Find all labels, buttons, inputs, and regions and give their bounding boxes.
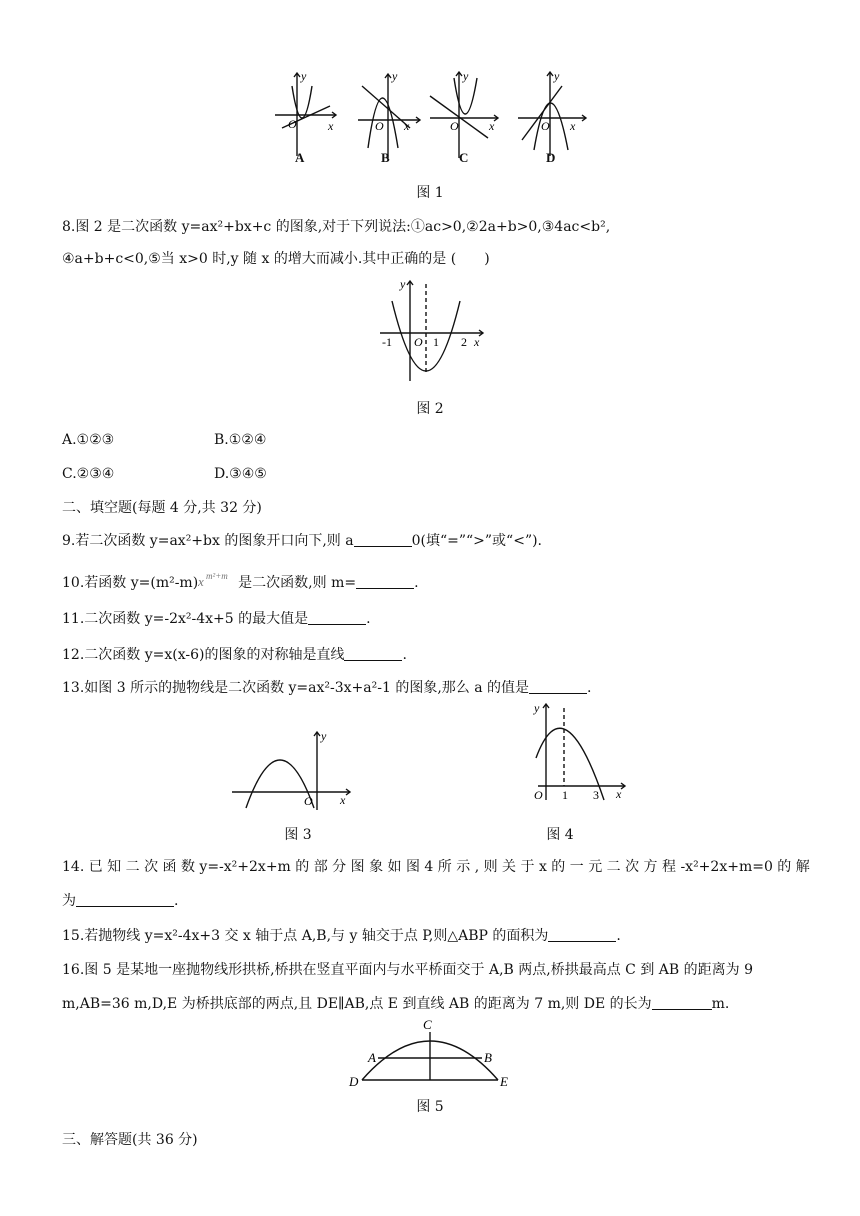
q9: [62, 531, 542, 551]
svg-text:x: x: [570, 119, 576, 133]
svg-text:x: x: [198, 574, 204, 589]
q9-text: 9.若二次函数 y=ax²+bx 的图象开口向下,则 a: [62, 533, 354, 549]
q16-end: m.: [711, 996, 730, 1012]
q11-end: .: [366, 611, 371, 627]
svg-text:C: C: [423, 1017, 432, 1032]
q11-text: 11.二次函数 y=-2x²-4x+5 的最大值是: [62, 611, 309, 627]
q9-text-end: 0(填“=”“>”或“<”).: [411, 533, 543, 549]
figure-5-caption: 图 5: [416, 1099, 444, 1115]
q16-line-2: [62, 994, 729, 1014]
q13-answer-blank[interactable]: [529, 679, 587, 694]
q8-option-b: B.①②④: [214, 432, 267, 448]
svg-text:x: x: [328, 119, 334, 133]
panel-d-graph: [518, 72, 586, 156]
svg-text:y: y: [554, 69, 560, 83]
svg-text:O: O: [304, 794, 313, 808]
svg-text:2: 2: [461, 335, 467, 349]
q8-option-a: A.①②③: [62, 432, 115, 448]
q10-end: .: [414, 575, 419, 591]
q8-option-d: D.③④⑤: [214, 466, 267, 482]
q16-line-1: 16.图 5 是某地一座抛物线形拱桥,桥拱在竖直平面内与水平桥面交于 A,B 两点,桥拱最高点 C 到 AB 的距离为 9: [62, 962, 753, 978]
q16-answer-blank[interactable]: [652, 995, 712, 1010]
svg-text:O: O: [375, 119, 384, 133]
svg-text:x: x: [474, 335, 480, 349]
svg-text:1: 1: [433, 335, 439, 349]
panel-a-graph: [275, 73, 336, 156]
svg-text:x: x: [404, 119, 410, 133]
figure-3-caption: 图 3: [284, 827, 312, 843]
q8-option-c: C.②③④: [62, 466, 115, 482]
panel-label-d: D: [546, 150, 556, 165]
section-2-heading: 二、填空题(每题 4 分,共 32 分): [62, 500, 262, 516]
q14-line-1: 14. 已 知 二 次 函 数 y=-x²+2x+m 的 部 分 图 象 如 图 4 所 示 , 则 关 于 x 的 一 元 二 次 方 程 -x²+2x+m=0 的 解: [62, 859, 810, 875]
q10-exponent-image: [198, 571, 238, 589]
q10: [62, 571, 419, 593]
figure-4: [522, 700, 632, 805]
svg-text:y: y: [301, 69, 307, 83]
panel-label-c: C: [459, 150, 469, 165]
svg-text:-1: -1: [382, 335, 392, 349]
svg-text:x: x: [340, 793, 346, 807]
figure-3: [228, 728, 358, 813]
q14-answer-blank[interactable]: [76, 892, 174, 907]
svg-text:O: O: [450, 119, 459, 133]
svg-text:O: O: [288, 117, 297, 131]
figure-1-caption: 图 1: [416, 185, 444, 201]
q13-end: .: [587, 680, 592, 696]
figure-5: [344, 1016, 520, 1090]
svg-text:O: O: [534, 788, 543, 802]
q16-text: m,AB=36 m,D,E 为桥拱底部的两点,且 DE∥AB,点 E 到直线 AB 的距离为 7 m,则 DE 的长为: [62, 996, 652, 1012]
q15-answer-blank[interactable]: [548, 927, 616, 942]
panel-c-graph: [430, 72, 498, 158]
figure-4-caption: 图 4: [546, 827, 574, 843]
q15: [62, 926, 621, 946]
q13-text: 13.如图 3 所示的抛物线是二次函数 y=ax²-3x+a²-1 的图象,那么 a 的值是: [62, 680, 530, 696]
svg-text:O: O: [414, 335, 423, 349]
q11: [62, 609, 371, 629]
section-3-heading: 三、解答题(共 36 分): [62, 1132, 198, 1148]
svg-text:1: 1: [562, 788, 568, 802]
svg-text:y: y: [534, 701, 540, 715]
svg-text:B: B: [484, 1050, 492, 1065]
q8-line-2: ④a+b+c<0,⑤当 x>0 时,y 随 x 的增大而减小.其中正确的是 ( ): [62, 251, 490, 267]
q14-end: .: [174, 893, 179, 909]
q13: [62, 678, 591, 698]
q12-end: .: [402, 647, 407, 663]
svg-text:E: E: [500, 1074, 508, 1089]
q11-answer-blank[interactable]: [308, 610, 366, 625]
q10-text: 10.若函数 y=(m²-m): [62, 575, 199, 591]
q15-text: 15.若抛物线 y=x²-4x+3 交 x 轴于点 A,B,与 y 轴交于点 P,则△ABP 的面积为: [62, 928, 549, 944]
svg-text:y: y: [400, 277, 406, 291]
panel-b-graph: [358, 74, 420, 158]
svg-text:y: y: [321, 729, 327, 743]
panel-label-b: B: [381, 150, 390, 165]
q12-answer-blank[interactable]: [344, 646, 402, 661]
svg-text:A: A: [368, 1050, 376, 1065]
q10-answer-blank[interactable]: [356, 574, 414, 589]
q9-answer-blank[interactable]: [354, 532, 412, 547]
svg-text:m²+m: m²+m: [206, 571, 228, 581]
q8-line-1: 8.图 2 是二次函数 y=ax²+bx+c 的图象,对于下列说法:①ac>0,②2a+b>0,③4ac<b²,: [62, 219, 611, 235]
q14-line-2: [62, 891, 178, 911]
q10-text-2: 是二次函数,则 m=: [238, 575, 357, 591]
figure-2: [378, 276, 488, 386]
svg-text:y: y: [392, 69, 398, 83]
svg-text:y: y: [463, 69, 469, 83]
svg-text:D: D: [349, 1074, 359, 1089]
q14-text: 为: [62, 893, 76, 909]
q12: [62, 645, 407, 665]
svg-text:x: x: [616, 787, 622, 801]
svg-text:3: 3: [593, 788, 599, 802]
panel-label-a: A: [295, 150, 305, 165]
q12-text: 12.二次函数 y=x(x-6)的图象的对称轴是直线: [62, 647, 345, 663]
svg-text:x: x: [489, 119, 495, 133]
figure-2-caption: 图 2: [416, 401, 444, 417]
q15-end: .: [616, 928, 621, 944]
svg-text:O: O: [541, 119, 550, 133]
